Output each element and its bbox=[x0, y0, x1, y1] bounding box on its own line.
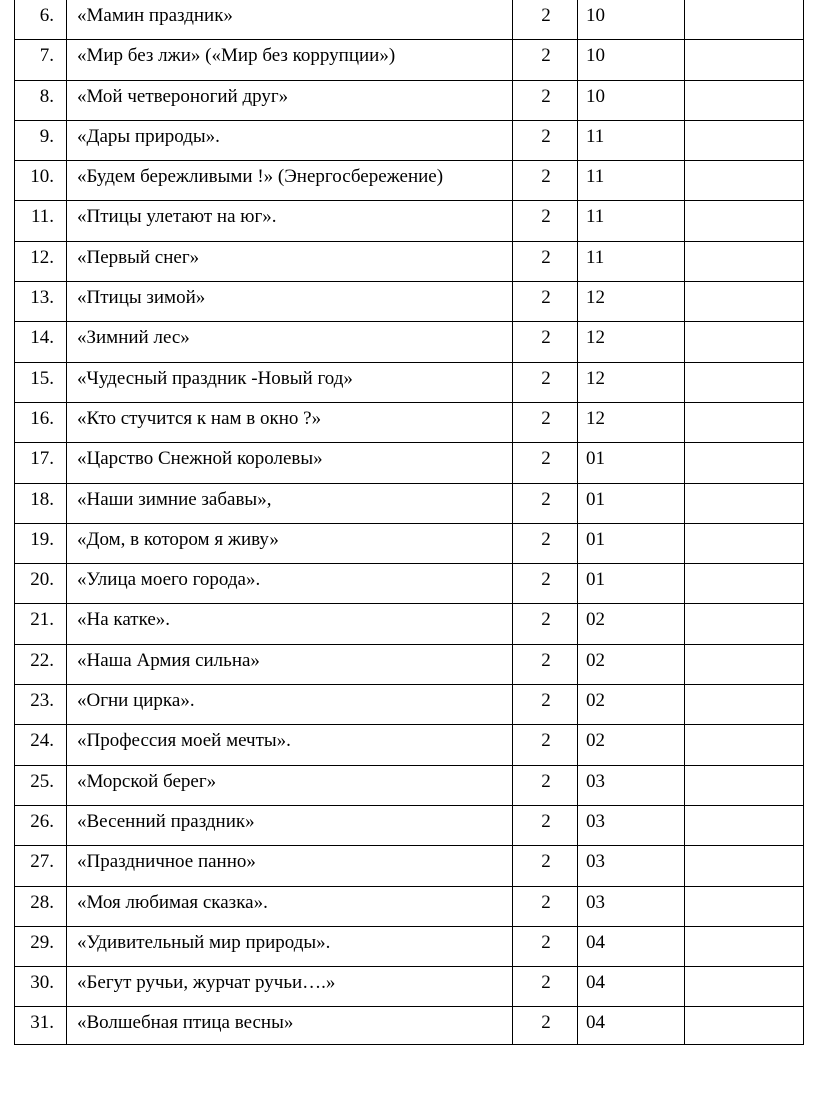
lesson-month: 01 bbox=[578, 483, 685, 523]
lesson-topic: «Морской берег» bbox=[67, 765, 513, 805]
lesson-month: 02 bbox=[578, 604, 685, 644]
table-row bbox=[15, 685, 804, 725]
lesson-month: 03 bbox=[578, 765, 685, 805]
lesson-note bbox=[685, 201, 804, 241]
lesson-note bbox=[685, 604, 804, 644]
lesson-month: 12 bbox=[578, 362, 685, 402]
table-row bbox=[15, 604, 804, 644]
lesson-month: 10 bbox=[578, 80, 685, 120]
lesson-hours: 2 bbox=[513, 201, 578, 241]
table-row bbox=[15, 886, 804, 926]
lesson-hours: 2 bbox=[513, 362, 578, 402]
lesson-note bbox=[685, 443, 804, 483]
lesson-topic: «Мой четвероногий друг» bbox=[67, 80, 513, 120]
row-number: 24. bbox=[15, 725, 67, 765]
lesson-topic: «Дары природы». bbox=[67, 120, 513, 160]
lesson-hours: 2 bbox=[513, 241, 578, 281]
lesson-month: 11 bbox=[578, 120, 685, 160]
lesson-month: 11 bbox=[578, 201, 685, 241]
table-row bbox=[15, 846, 804, 886]
lesson-topic: «Чудесный праздник -Новый год» bbox=[67, 362, 513, 402]
table-row bbox=[15, 805, 804, 845]
row-number: 27. bbox=[15, 846, 67, 886]
lesson-note bbox=[685, 564, 804, 604]
lesson-topic: «Весенний праздник» bbox=[67, 805, 513, 845]
lesson-hours: 2 bbox=[513, 805, 578, 845]
lesson-note bbox=[685, 805, 804, 845]
row-number: 22. bbox=[15, 644, 67, 684]
row-number: 8. bbox=[15, 80, 67, 120]
row-number: 23. bbox=[15, 685, 67, 725]
row-number: 15. bbox=[15, 362, 67, 402]
lesson-topic: «Волшебная птица весны» bbox=[67, 1007, 513, 1045]
table-row bbox=[15, 564, 804, 604]
lesson-month: 12 bbox=[578, 322, 685, 362]
lesson-note bbox=[685, 483, 804, 523]
lesson-topic: «Мамин праздник» bbox=[67, 0, 513, 40]
table-row bbox=[15, 201, 804, 241]
lesson-topic: «Будем бережливыми !» (Энергосбережение) bbox=[67, 161, 513, 201]
table-row bbox=[15, 523, 804, 563]
table-row bbox=[15, 967, 804, 1007]
lesson-hours: 2 bbox=[513, 120, 578, 160]
lesson-hours: 2 bbox=[513, 564, 578, 604]
table-row bbox=[15, 0, 804, 40]
row-number: 20. bbox=[15, 564, 67, 604]
lesson-month: 04 bbox=[578, 926, 685, 966]
lesson-topic: «Кто стучится к нам в окно ?» bbox=[67, 402, 513, 442]
lesson-hours: 2 bbox=[513, 161, 578, 201]
row-number: 25. bbox=[15, 765, 67, 805]
lesson-note bbox=[685, 725, 804, 765]
lesson-hours: 2 bbox=[513, 967, 578, 1007]
table-row bbox=[15, 725, 804, 765]
lesson-note bbox=[685, 846, 804, 886]
lesson-note bbox=[685, 523, 804, 563]
lesson-topic: «Удивительный мир природы». bbox=[67, 926, 513, 966]
lesson-hours: 2 bbox=[513, 523, 578, 563]
lesson-topic: «Птицы зимой» bbox=[67, 282, 513, 322]
lesson-note bbox=[685, 926, 804, 966]
lesson-hours: 2 bbox=[513, 282, 578, 322]
lesson-topic: «Профессия моей мечты». bbox=[67, 725, 513, 765]
lesson-note bbox=[685, 241, 804, 281]
lesson-month: 04 bbox=[578, 1007, 685, 1045]
row-number: 31. bbox=[15, 1007, 67, 1045]
lesson-month: 03 bbox=[578, 886, 685, 926]
lesson-topic: «Бегут ручьи, журчат ручьи….» bbox=[67, 967, 513, 1007]
lesson-hours: 2 bbox=[513, 685, 578, 725]
lesson-hours: 2 bbox=[513, 926, 578, 966]
lesson-note bbox=[685, 120, 804, 160]
lesson-month: 03 bbox=[578, 805, 685, 845]
lesson-hours: 2 bbox=[513, 443, 578, 483]
schedule-body bbox=[15, 0, 804, 1045]
table-row bbox=[15, 483, 804, 523]
row-number: 11. bbox=[15, 201, 67, 241]
lesson-month: 01 bbox=[578, 564, 685, 604]
lesson-note bbox=[685, 644, 804, 684]
row-number: 28. bbox=[15, 886, 67, 926]
lesson-topic: «Дом, в котором я живу» bbox=[67, 523, 513, 563]
table-row bbox=[15, 644, 804, 684]
table-row bbox=[15, 926, 804, 966]
table-row bbox=[15, 120, 804, 160]
row-number: 9. bbox=[15, 120, 67, 160]
lesson-hours: 2 bbox=[513, 846, 578, 886]
table-row bbox=[15, 40, 804, 80]
lesson-month: 02 bbox=[578, 644, 685, 684]
row-number: 7. bbox=[15, 40, 67, 80]
lesson-month: 03 bbox=[578, 846, 685, 886]
row-number: 12. bbox=[15, 241, 67, 281]
lesson-note bbox=[685, 80, 804, 120]
lesson-month: 01 bbox=[578, 523, 685, 563]
table-row bbox=[15, 322, 804, 362]
table-row bbox=[15, 282, 804, 322]
table-row bbox=[15, 1007, 804, 1045]
row-number: 16. bbox=[15, 402, 67, 442]
lesson-topic: «Наша Армия сильна» bbox=[67, 644, 513, 684]
row-number: 13. bbox=[15, 282, 67, 322]
table-row bbox=[15, 241, 804, 281]
lesson-hours: 2 bbox=[513, 604, 578, 644]
lesson-hours: 2 bbox=[513, 886, 578, 926]
lesson-hours: 2 bbox=[513, 483, 578, 523]
lesson-topic: «Зимний лес» bbox=[67, 322, 513, 362]
lesson-note bbox=[685, 967, 804, 1007]
lesson-hours: 2 bbox=[513, 1007, 578, 1045]
lesson-hours: 2 bbox=[513, 725, 578, 765]
lesson-topic: «На катке». bbox=[67, 604, 513, 644]
lesson-note bbox=[685, 161, 804, 201]
lesson-month: 04 bbox=[578, 967, 685, 1007]
lesson-note bbox=[685, 40, 804, 80]
lesson-topic: «Царство Снежной королевы» bbox=[67, 443, 513, 483]
row-number: 26. bbox=[15, 805, 67, 845]
lesson-month: 10 bbox=[578, 40, 685, 80]
lesson-note bbox=[685, 362, 804, 402]
lesson-hours: 2 bbox=[513, 0, 578, 40]
table-row bbox=[15, 765, 804, 805]
row-number: 17. bbox=[15, 443, 67, 483]
table-row bbox=[15, 80, 804, 120]
lesson-topic: «Птицы улетают на юг». bbox=[67, 201, 513, 241]
lesson-month: 11 bbox=[578, 241, 685, 281]
lesson-topic: «Праздничное панно» bbox=[67, 846, 513, 886]
lesson-topic: «Огни цирка». bbox=[67, 685, 513, 725]
lesson-month: 01 bbox=[578, 443, 685, 483]
lesson-hours: 2 bbox=[513, 644, 578, 684]
lesson-month: 11 bbox=[578, 161, 685, 201]
lesson-note bbox=[685, 322, 804, 362]
row-number: 30. bbox=[15, 967, 67, 1007]
table-row bbox=[15, 402, 804, 442]
lesson-topic: «Наши зимние забавы», bbox=[67, 483, 513, 523]
row-number: 10. bbox=[15, 161, 67, 201]
row-number: 19. bbox=[15, 523, 67, 563]
lesson-topic: «Первый снег» bbox=[67, 241, 513, 281]
lesson-note bbox=[685, 765, 804, 805]
lesson-topic: «Улица моего города». bbox=[67, 564, 513, 604]
lesson-schedule-table bbox=[14, 0, 804, 1045]
row-number: 18. bbox=[15, 483, 67, 523]
lesson-hours: 2 bbox=[513, 40, 578, 80]
lesson-month: 12 bbox=[578, 402, 685, 442]
lesson-note bbox=[685, 0, 804, 40]
lesson-hours: 2 bbox=[513, 402, 578, 442]
table-row bbox=[15, 443, 804, 483]
lesson-note bbox=[685, 886, 804, 926]
lesson-note bbox=[685, 282, 804, 322]
lesson-month: 10 bbox=[578, 0, 685, 40]
lesson-hours: 2 bbox=[513, 80, 578, 120]
lesson-month: 02 bbox=[578, 685, 685, 725]
table-row bbox=[15, 161, 804, 201]
lesson-month: 12 bbox=[578, 282, 685, 322]
lesson-topic: «Мир без лжи» («Мир без коррупции») bbox=[67, 40, 513, 80]
table-row bbox=[15, 362, 804, 402]
lesson-hours: 2 bbox=[513, 765, 578, 805]
row-number: 21. bbox=[15, 604, 67, 644]
lesson-note bbox=[685, 685, 804, 725]
row-number: 29. bbox=[15, 926, 67, 966]
lesson-hours: 2 bbox=[513, 322, 578, 362]
row-number: 14. bbox=[15, 322, 67, 362]
lesson-month: 02 bbox=[578, 725, 685, 765]
row-number: 6. bbox=[15, 0, 67, 40]
lesson-note bbox=[685, 402, 804, 442]
lesson-note bbox=[685, 1007, 804, 1045]
lesson-topic: «Моя любимая сказка». bbox=[67, 886, 513, 926]
